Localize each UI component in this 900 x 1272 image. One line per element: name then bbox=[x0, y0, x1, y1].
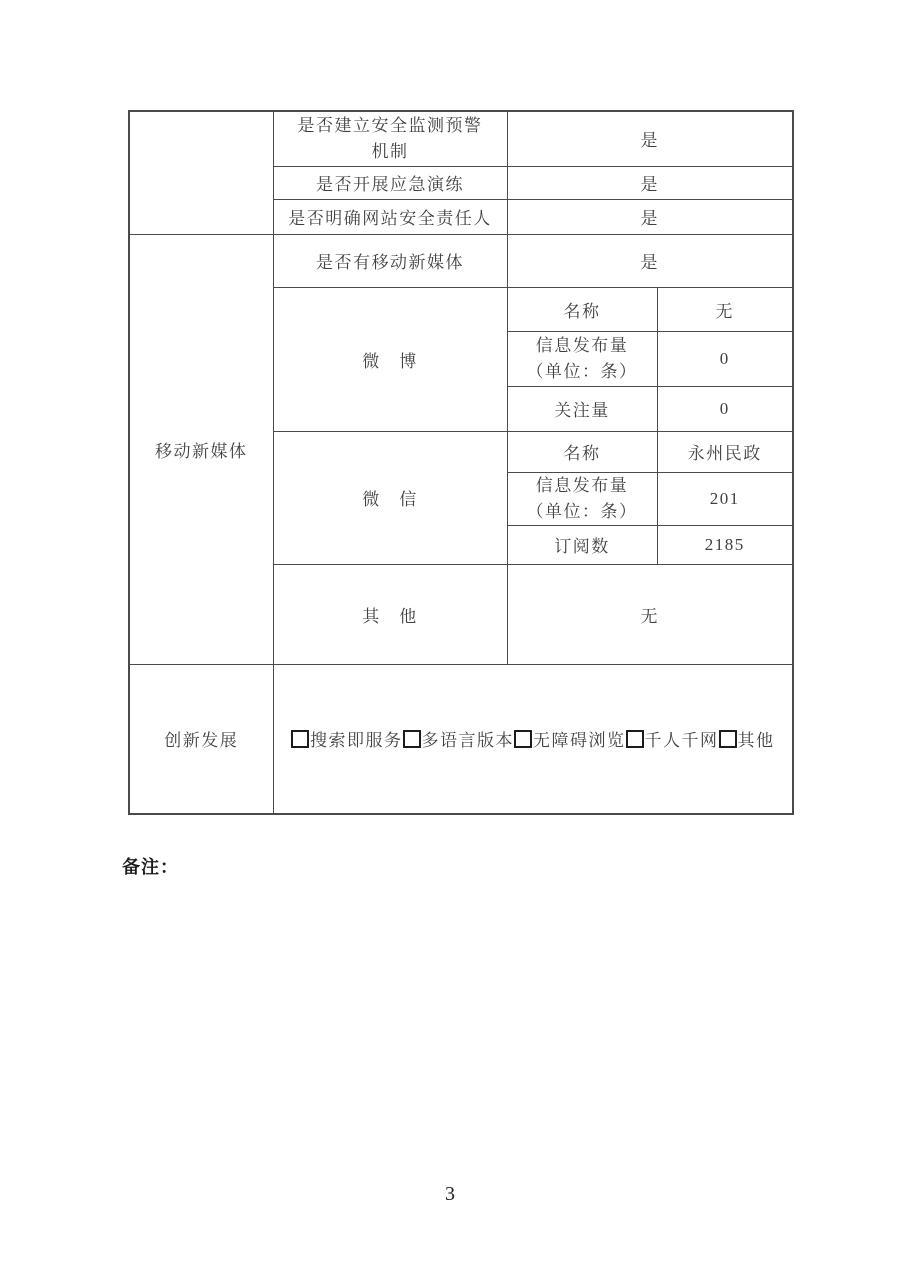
security-warning-mechanism-label bbox=[273, 111, 507, 166]
other-media-label: 其 他 bbox=[273, 564, 507, 664]
weibo-followers-label: 关注量 bbox=[507, 386, 657, 431]
table-row bbox=[129, 664, 793, 814]
wechat-name-value: 永州民政 bbox=[657, 431, 793, 472]
checkbox-unchecked-icon bbox=[514, 730, 532, 748]
security-responsible-person-value: 是 bbox=[507, 199, 793, 234]
checkbox-unchecked-icon bbox=[626, 730, 644, 748]
emergency-drill-label: 是否开展应急演练 bbox=[273, 166, 507, 199]
has-mobile-media-value: 是 bbox=[507, 234, 793, 287]
checkbox-unchecked-icon bbox=[291, 730, 309, 748]
innovation-option bbox=[514, 731, 626, 750]
wechat-subscribers-label: 订阅数 bbox=[507, 525, 657, 564]
section-cell-innovation: 创新发展 bbox=[129, 664, 273, 814]
weibo-followers-value: 0 bbox=[657, 386, 793, 431]
innovation-option bbox=[403, 731, 515, 750]
label-line: （单位：条） bbox=[526, 361, 638, 381]
wechat-post-volume-value: 201 bbox=[657, 472, 793, 525]
table-row bbox=[129, 234, 793, 287]
label-line: 信息发布量 bbox=[535, 475, 629, 495]
label-line: 机制 bbox=[371, 141, 409, 161]
innovation-options-cell bbox=[273, 664, 793, 814]
security-responsible-person-label: 是否明确网站安全责任人 bbox=[273, 199, 507, 234]
innovation-option-label: 无障碍浏览 bbox=[533, 731, 626, 751]
weibo-name-value: 无 bbox=[657, 287, 793, 331]
has-mobile-media-label: 是否有移动新媒体 bbox=[273, 234, 507, 287]
wechat-subscribers-value: 2185 bbox=[657, 525, 793, 564]
remarks-label: 备注： bbox=[122, 857, 179, 877]
wechat-name-label: 名称 bbox=[507, 431, 657, 472]
innovation-option-label: 搜索即服务 bbox=[310, 731, 403, 751]
wechat-post-volume-label bbox=[507, 472, 657, 525]
table-row bbox=[129, 111, 793, 166]
innovation-option-label: 其他 bbox=[737, 731, 775, 751]
wechat-group-label: 微 信 bbox=[273, 431, 507, 564]
innovation-option-label: 千人千网 bbox=[644, 731, 719, 751]
checkbox-unchecked-icon bbox=[719, 730, 737, 748]
label-line: 信息发布量 bbox=[535, 335, 629, 355]
weibo-name-label: 名称 bbox=[507, 287, 657, 331]
page-number: 3 bbox=[445, 1183, 455, 1205]
section-cell-continued-empty bbox=[129, 111, 273, 234]
weibo-post-volume-value: 0 bbox=[657, 331, 793, 386]
annual-report-table bbox=[128, 110, 794, 815]
innovation-option-label: 多语言版本 bbox=[421, 731, 514, 751]
emergency-drill-value: 是 bbox=[507, 166, 793, 199]
innovation-option bbox=[719, 731, 775, 750]
weibo-post-volume-label bbox=[507, 331, 657, 386]
checkbox-unchecked-icon bbox=[403, 730, 421, 748]
section-cell-mobile-media: 移动新媒体 bbox=[129, 234, 273, 664]
innovation-option bbox=[291, 731, 403, 750]
innovation-option bbox=[626, 731, 719, 750]
label-line: （单位：条） bbox=[526, 501, 638, 521]
other-media-value: 无 bbox=[507, 564, 793, 664]
weibo-group-label: 微 博 bbox=[273, 287, 507, 431]
label-line: 是否建立安全监测预警 bbox=[297, 115, 483, 135]
security-warning-mechanism-value: 是 bbox=[507, 111, 793, 166]
